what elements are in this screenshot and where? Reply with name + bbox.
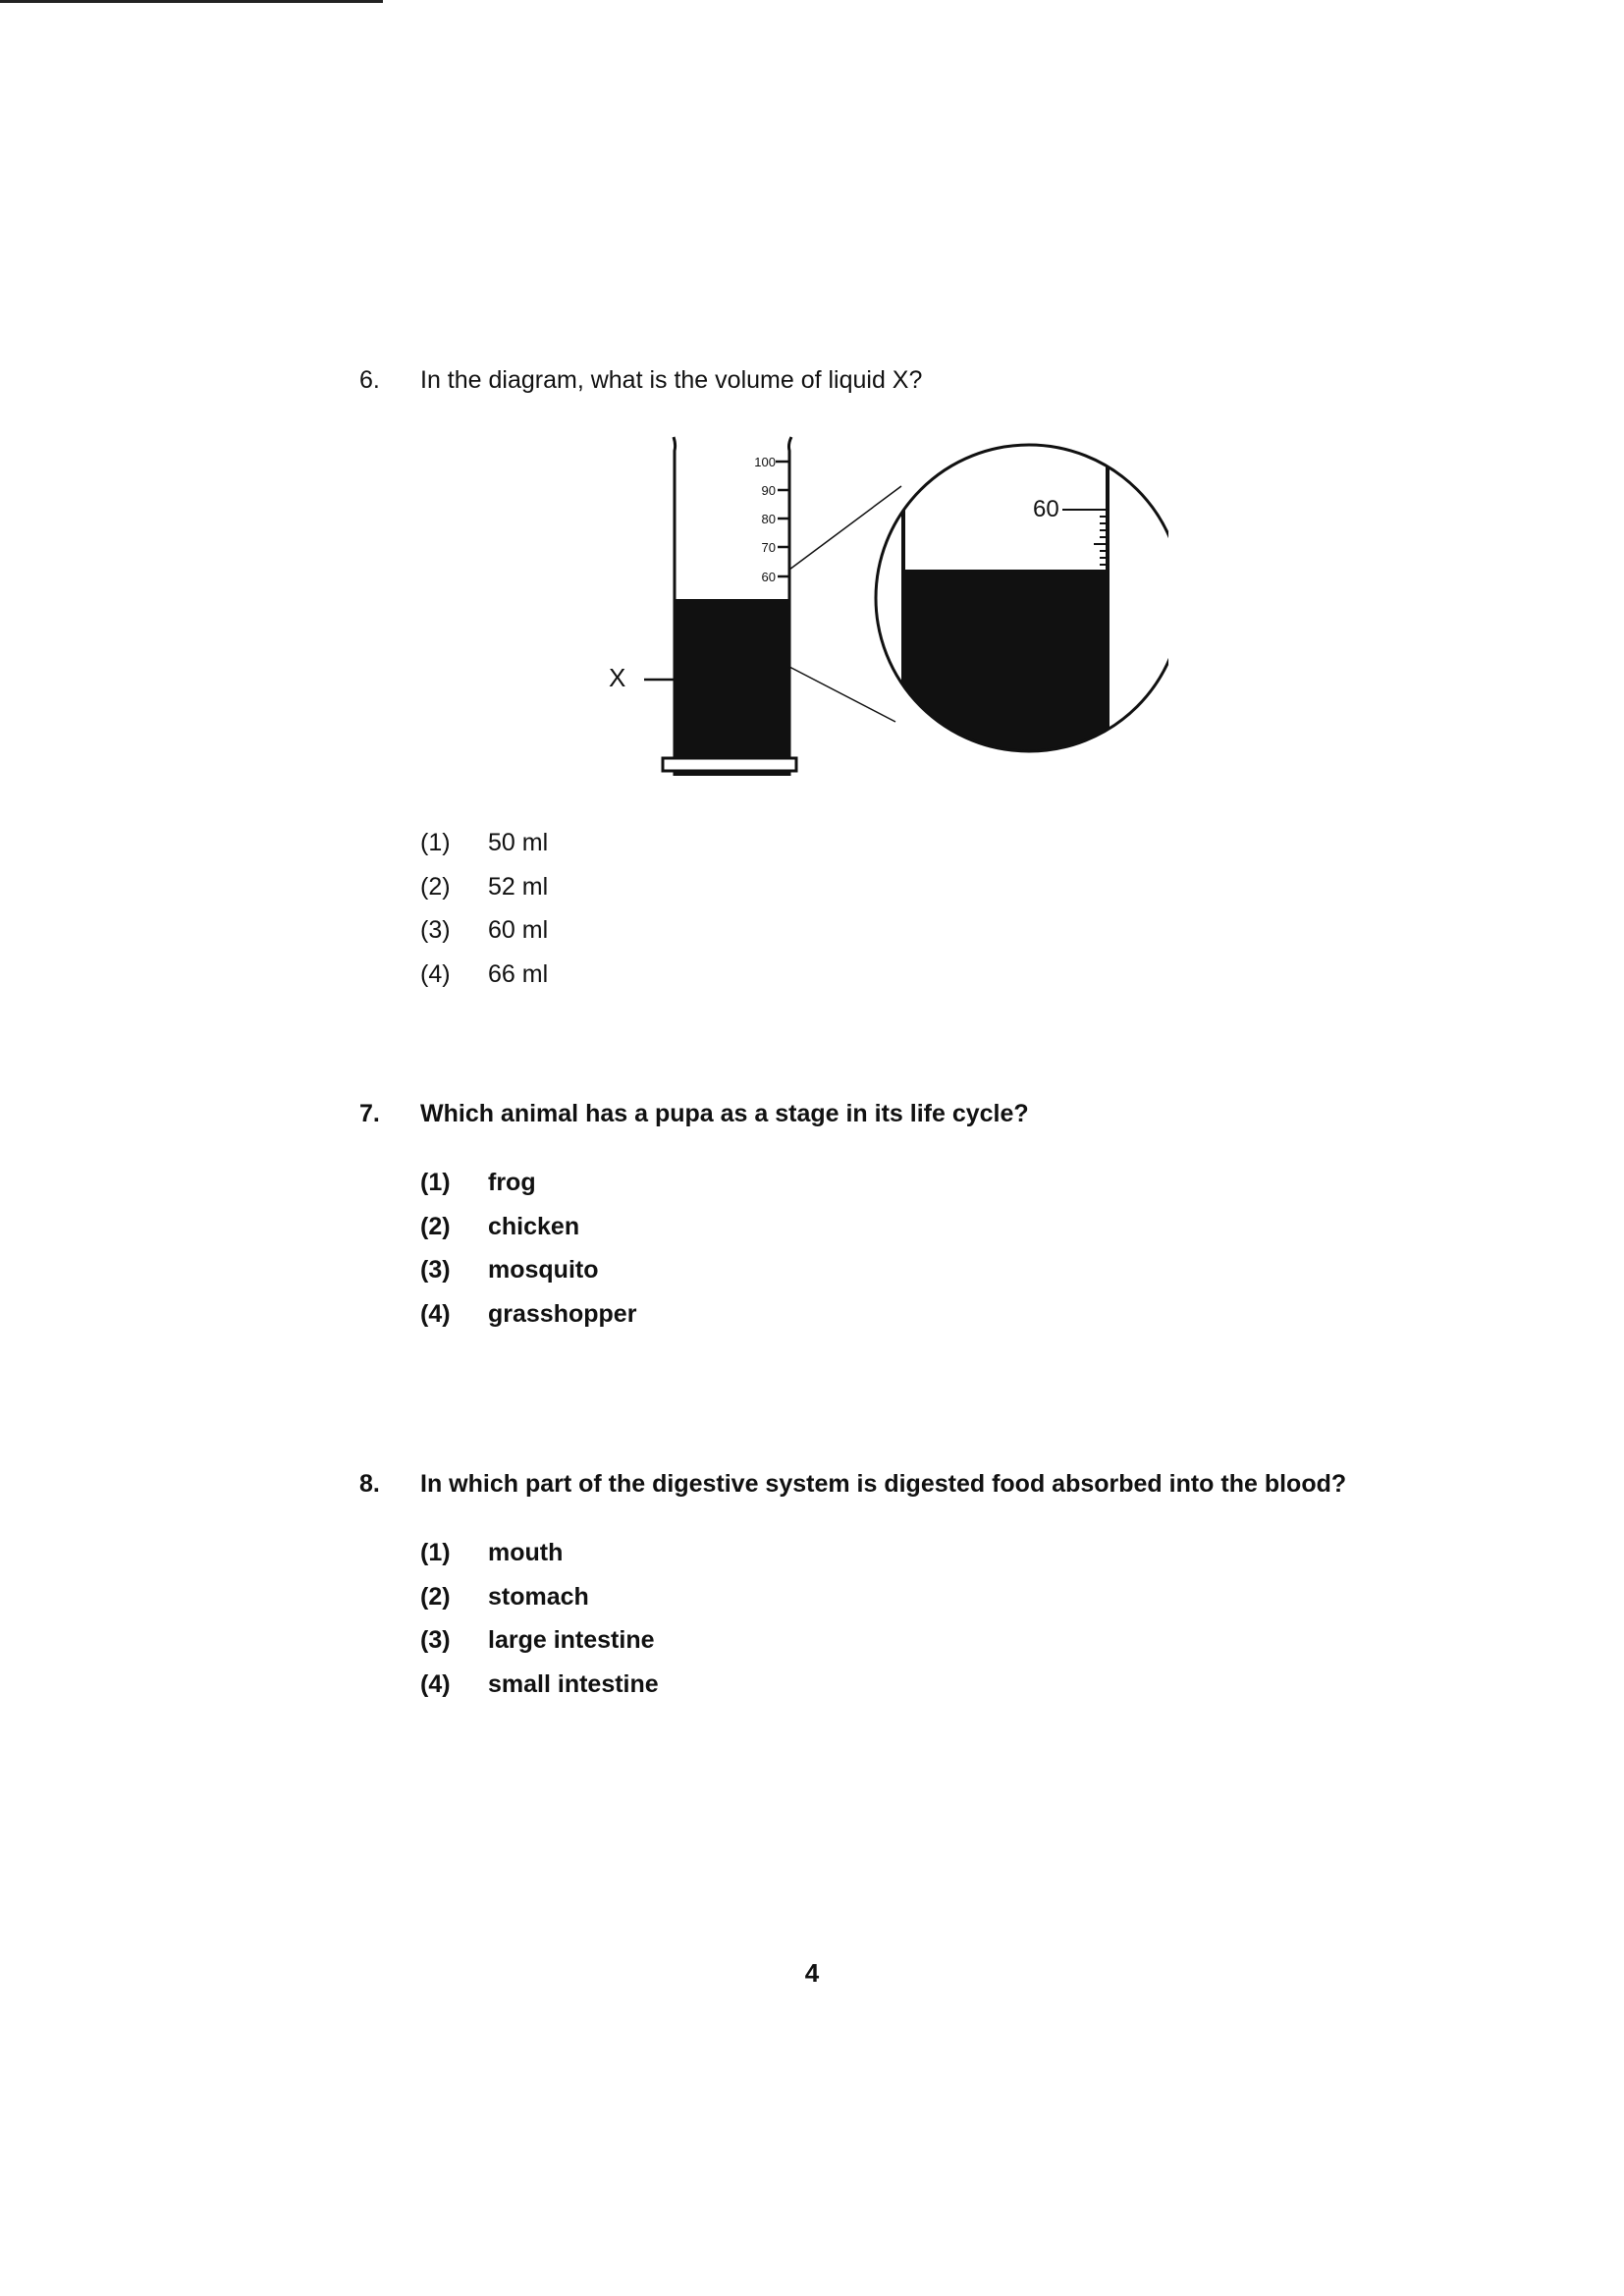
options-list — [420, 1166, 1469, 1340]
magnify-connector-top — [789, 486, 901, 570]
question-number: 8. — [359, 1470, 380, 1498]
option[interactable] — [420, 1667, 1469, 1712]
option[interactable] — [420, 1623, 1469, 1667]
option[interactable] — [420, 1580, 1469, 1624]
question-text: In the diagram, what is the volume of liquid X? — [420, 366, 923, 394]
option-label: (2) — [420, 872, 451, 901]
scale-label: 70 — [761, 540, 776, 555]
option-text: 60 ml — [488, 916, 549, 944]
options-list — [420, 1536, 1469, 1711]
option-label: (2) — [420, 1212, 451, 1240]
option[interactable] — [420, 1166, 1469, 1210]
option[interactable] — [420, 826, 1469, 870]
scale-label: 90 — [761, 483, 776, 498]
option-text: 52 ml — [488, 872, 549, 901]
option-text: stomach — [488, 1582, 589, 1611]
scale-label: 60 — [761, 570, 776, 584]
option-text: 50 ml — [488, 829, 549, 856]
option-text: frog — [488, 1169, 536, 1196]
question-text: Which animal has a pupa as a stage in its life cycle? — [420, 1100, 1029, 1127]
option-text: chicken — [488, 1212, 580, 1240]
top-rule — [0, 0, 383, 3]
option-label: (4) — [420, 1299, 451, 1328]
option-text: grasshopper — [488, 1299, 637, 1328]
option-label: (2) — [420, 1582, 451, 1611]
option-label: (4) — [420, 959, 451, 988]
question-8 — [359, 1467, 1469, 1711]
option-label: (1) — [420, 829, 451, 856]
measuring-cylinder-diagram — [589, 427, 1168, 781]
option-label: (3) — [420, 1626, 451, 1654]
option[interactable] — [420, 1210, 1469, 1254]
magnified-ticks — [1088, 510, 1108, 565]
option[interactable] — [420, 1536, 1469, 1580]
option-text: mosquito — [488, 1256, 599, 1284]
liquid-x-label: X — [609, 663, 626, 692]
option-text: 66 ml — [488, 959, 549, 988]
option-text: large intestine — [488, 1626, 655, 1654]
liquid-x — [675, 599, 789, 776]
option-label: (3) — [420, 1256, 451, 1284]
magnify-connector-bottom — [789, 667, 895, 722]
option-label: (4) — [420, 1669, 451, 1698]
option[interactable] — [420, 870, 1469, 914]
page-number: 4 — [804, 1958, 820, 1988]
scale-label: 100 — [754, 455, 776, 469]
option-label: (1) — [420, 1539, 451, 1566]
option-label: (3) — [420, 916, 451, 944]
option[interactable] — [420, 1253, 1469, 1297]
cylinder-base — [663, 758, 796, 771]
options-list — [420, 826, 1469, 1001]
question-text: In which part of the digestive system is digested food absorbed into the blood? — [420, 1470, 1347, 1498]
option-label: (1) — [420, 1169, 451, 1196]
option-text: small intestine — [488, 1669, 659, 1698]
question-number: 7. — [359, 1100, 380, 1127]
question-number: 6. — [359, 366, 380, 394]
option[interactable] — [420, 957, 1469, 1002]
scale-label: 80 — [761, 512, 776, 526]
magnified-view — [903, 427, 1108, 781]
magnified-label: 60 — [1033, 496, 1059, 522]
option[interactable] — [420, 1297, 1469, 1341]
question-7 — [359, 1097, 1469, 1340]
option-text: mouth — [488, 1539, 564, 1566]
option[interactable] — [420, 913, 1469, 957]
